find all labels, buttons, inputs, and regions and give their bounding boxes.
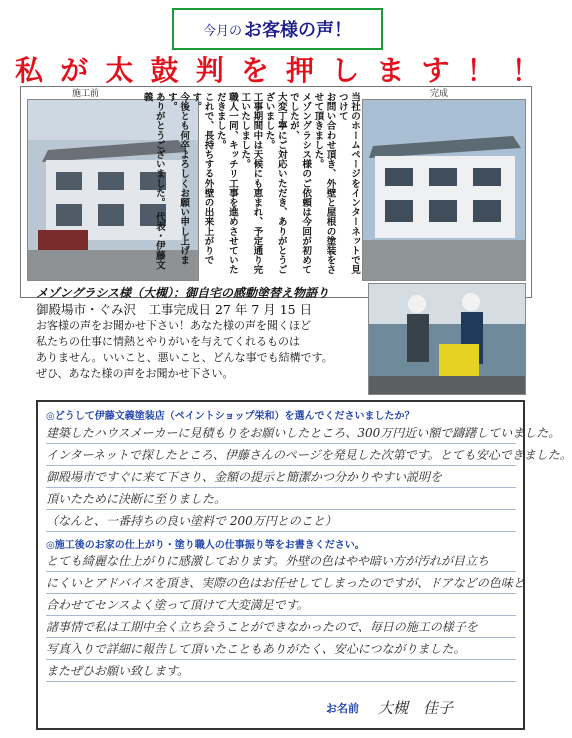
answer-1-line: （なんと、一番持ちの良い塗料で 200万円とのこと） [46, 512, 516, 532]
workers-photo [368, 283, 526, 395]
headline-char: を [240, 54, 269, 87]
answer-2-line: 諸事情で私は工期中全く立ち会うことができなかったので、毎日の施工の様子を [46, 618, 516, 638]
answer-1-line: 御殿場市ですぐに来て下さり、金額の提示と簡潔かつ分かりやすい説明を [46, 468, 516, 488]
owner-message-line: 今後とも何卒よろしくお願い申し上げます。 [165, 92, 190, 265]
project-location: 御殿場市・ぐみ沢 工事完成日 27 年 7 月 15 日 [36, 302, 313, 317]
headline-char: す [421, 54, 450, 87]
story-title: メゾングラシス様（大槻）：御自宅の感動塗替え物語り [36, 286, 330, 300]
customer-survey [36, 400, 572, 730]
headline-char: 太 [105, 54, 134, 87]
intro-line: ぜひ、あなた様の声をお聞かせ下さい。 [36, 367, 234, 380]
headline-char: ！ [511, 54, 540, 87]
answer-2-line: またぜひお願い致します。 [46, 662, 516, 682]
headline-char: ！ [466, 54, 495, 87]
headline-char: 判 [195, 54, 224, 87]
answer-2-line: 写真入りで詳細に報告して頂いたこともありがたく、安心につながりました。 [46, 640, 516, 660]
intro-line: ありません。いいこと、悪いこと、どんな事でも結構です。 [36, 351, 333, 364]
question-1: ◎どうして伊藤文義塗装店（ペイントショップ栄和）を選んでくださいましたか？ [46, 411, 415, 422]
headline-char: が [60, 54, 89, 87]
answer-2-line: にくいとアドバイスを頂き、実際の色はお任せしてしまったのですが、ドアなどの色味と [46, 574, 516, 594]
before-caption: 施工前 [72, 89, 100, 99]
owner-message-line: 職人一同、キッチリ工事を進めさせていただきました。 [214, 92, 238, 275]
owner-message-line: お問い合わせ頂き、外壁と屋根の塗装をさせて頂きました。 [312, 92, 336, 275]
headline [15, 52, 540, 86]
question-2: ◎施工後のお家の仕上がり・塗り職人の仕事振り等をお書きください。 [46, 540, 365, 551]
headline-char: 私 [15, 54, 44, 87]
intro-line: 私たちの仕事に情熱とやりがいを与えてくれるものは [36, 335, 300, 348]
owner-message [141, 92, 360, 278]
answer-1-line: インターネットで探したところ、伊藤さんのページを発見した次第です。とても安心できました。 [46, 446, 516, 466]
customer-name: 大槻 佳子 [378, 699, 454, 717]
owner-message-line: ありがとうございました。 代表・伊藤文義 [141, 92, 165, 270]
page-title: お客様の声！ [244, 20, 352, 41]
title-prefix: 今月の [202, 23, 242, 39]
owner-message-line: 工事期間中は天候にも恵まれ、予定通り完工いたしました。 [239, 92, 263, 275]
after-photo [362, 99, 526, 281]
intro-line: お客様の声をお聞かせ下さい！あなた様の声を聞くほど [36, 319, 311, 332]
headline-char: 鼓 [150, 54, 179, 87]
headline-char: し [331, 54, 360, 87]
answer-1-line: 建築したハウスメーカーに見積もりをお願いしたところ、300万円近い額で躊躇していました。 [46, 424, 516, 444]
intro-text [36, 318, 354, 382]
answer-2-line: 合わせてセンスよく塗って頂けて大変満足です。 [46, 596, 516, 616]
owner-message-line: メゾングラシス様のご依頼は今回が初めてでしたが、 [287, 92, 312, 275]
owner-message-line: 大変丁寧にご対応いただき、ありがとうございました。 [263, 92, 287, 275]
headline-char: ま [376, 54, 405, 87]
answer-2-line: とても綺麗な仕上がりに感激しております。外壁の色はやや暗い方が汚れが目立ち [46, 552, 516, 572]
name-label: お名前 [326, 702, 359, 715]
owner-message-line: これで、長持ちする外壁の出来上がりです。 [190, 92, 214, 265]
answer-1-line: 頂いたために決断に至りました。 [46, 490, 516, 510]
owner-message-line: 当社のホームページをインターネットで見つけて [336, 92, 360, 275]
after-caption: 完成 [430, 89, 449, 99]
headline-char: 押 [286, 54, 315, 87]
page-title-box [172, 8, 383, 50]
